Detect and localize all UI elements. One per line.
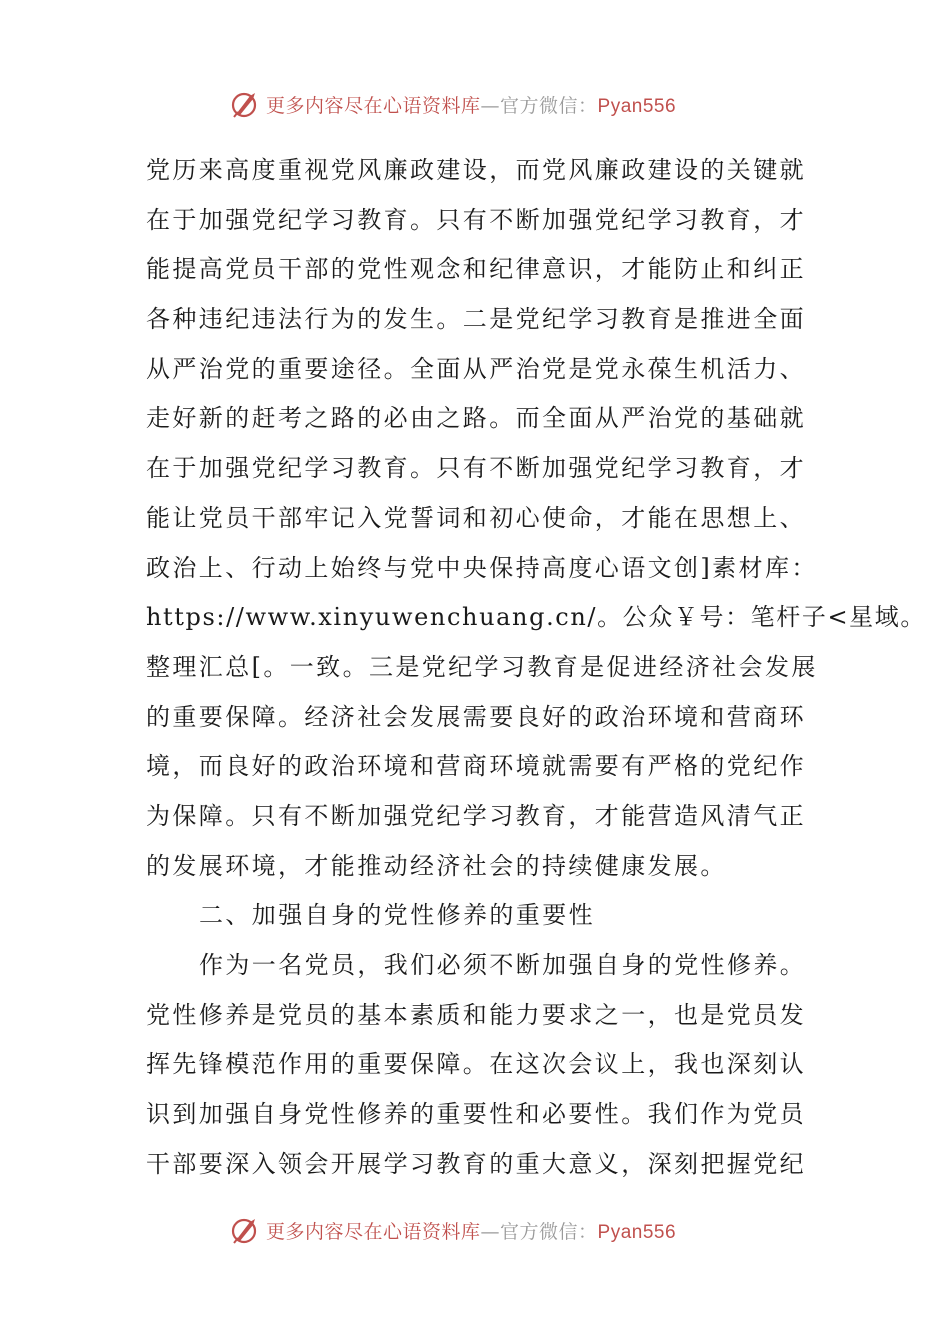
- body-line: 政治上、行动上始终与党中央保持高度心语文创]素材库：: [146, 553, 818, 582]
- body-line: 能让党员干部牢记入党誓词和初心使命，才能在思想上、: [146, 503, 806, 532]
- body-line: 在于加强党纪学习教育。只有不断加强党纪学习教育，才: [146, 205, 806, 234]
- watermark-text: [266, 1217, 676, 1244]
- footer-watermark: [228, 1212, 748, 1248]
- watermark-main: 更多内容尽在心语资料库: [266, 94, 481, 117]
- pen-nib-icon: [228, 1213, 262, 1247]
- paragraph-first-line: 作为一名党员，我们必须不断加强自身的党性修养。: [199, 951, 807, 979]
- body-line: 党性修养是党员的基本素质和能力要求之一，也是党员发: [146, 1000, 806, 1029]
- watermark-separator: —官方微信：: [480, 94, 598, 117]
- header-watermark: [228, 86, 748, 122]
- body-line: 的重要保障。经济社会发展需要良好的政治环境和营商环: [146, 702, 806, 731]
- body-line: 的发展环境，才能推动经济社会的持续健康发展。: [146, 851, 727, 880]
- body-line: 干部要深入领会开展学习教育的重大意义，深刻把握党纪: [146, 1149, 806, 1178]
- section-heading: 二、加强自身的党性修养的重要性: [199, 901, 595, 930]
- body-line: 能提高党员干部的党性观念和纪律意识，才能防止和纠正: [146, 255, 806, 284]
- body-line: 走好新的赶考之路的必由之路。而全面从严治党的基础就: [146, 404, 806, 433]
- document-body: [146, 146, 926, 1189]
- body-line: 境，而良好的政治环境和营商环境就需要有严格的党纪作: [146, 752, 806, 781]
- body-line: 在于加强党纪学习教育。只有不断加强党纪学习教育，才: [146, 454, 806, 483]
- body-line: 从严治党的重要途径。全面从严治党是党永葆生机活力、: [146, 354, 806, 383]
- watermark-main: 更多内容尽在心语资料库: [266, 1220, 481, 1243]
- body-line: 识到加强自身党性修养的重要性和必要性。我们作为党员: [146, 1100, 806, 1129]
- body-line: 整理汇总[。一致。三是党纪学习教育是促进经济社会发展: [146, 652, 818, 681]
- body-line: 各种违纪违法行为的发生。二是党纪学习教育是推进全面: [146, 305, 806, 334]
- watermark-wechat-id: Pyan556: [597, 1221, 677, 1243]
- body-line: 挥先锋模范作用的重要保障。在这次会议上，我也深刻认: [146, 1050, 806, 1079]
- body-line: 党历来高度重视党风廉政建设，而党风廉政建设的关键就: [146, 156, 806, 184]
- watermark-text: [266, 91, 676, 118]
- pen-nib-icon: [228, 87, 262, 121]
- watermark-wechat-id: Pyan556: [597, 95, 677, 117]
- body-line: 为保障。只有不断加强党纪学习教育，才能营造风清气正: [146, 801, 806, 830]
- body-line-url: https://www.xinyuwenchuang.cn/。公众￥号：笔杆子<星域。: [146, 603, 926, 632]
- watermark-separator: —官方微信：: [480, 1220, 598, 1243]
